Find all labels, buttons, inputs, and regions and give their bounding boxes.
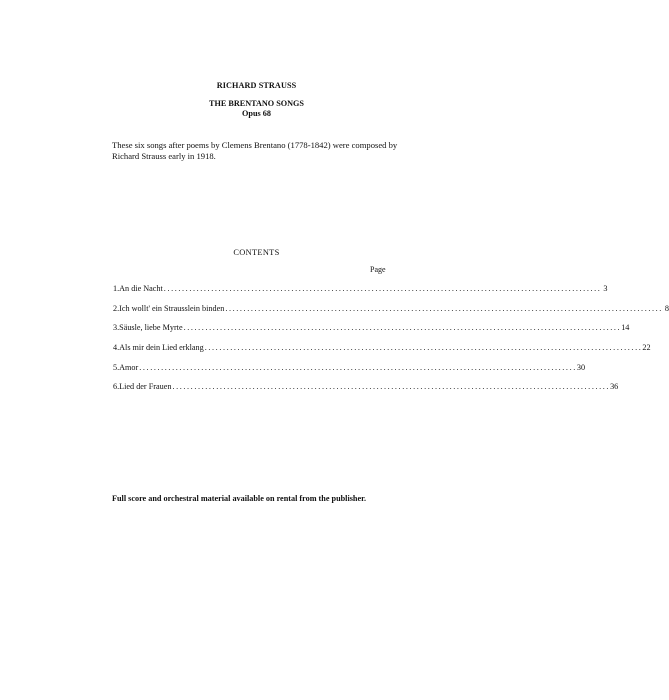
toc-entry-page: 22: [642, 343, 651, 353]
toc-entry: [113, 323, 630, 343]
intro-line: These six songs after poems by Clemens Brentano (1778-1842) were composed by: [112, 140, 398, 150]
toc-entry: [113, 343, 651, 363]
toc-entry-title: Amor: [119, 362, 139, 372]
toc-entry: [113, 284, 608, 304]
toc-entry-page: 36: [610, 382, 619, 392]
toc-entry-number: 5.: [113, 362, 120, 372]
toc-entry-title: Als mir dein Lied erklang: [119, 343, 204, 353]
contents-heading: CONTENTS: [233, 248, 280, 257]
toc-entry-number: 6.: [113, 382, 120, 392]
intro-paragraph: [112, 140, 412, 161]
toc-entry-page: 30: [576, 362, 586, 372]
composer-name: RICHARD STRAUSS: [216, 81, 297, 90]
toc-entry-number: 3.: [113, 323, 120, 333]
toc-dot-leader: ........................................................................................................................: [183, 323, 622, 333]
toc-entry: [113, 382, 619, 402]
toc-dot-leader: ........................................................................................................................: [204, 343, 643, 353]
toc-dot-leader: ........................................................................................................................: [225, 303, 663, 313]
table-of-contents: [113, 284, 669, 402]
toc-entry-page: 3: [603, 284, 608, 293]
toc-entry-number: 2.: [113, 303, 120, 313]
toc-entry-title: Säusle, liebe Myrte: [119, 323, 183, 333]
intro-line: Richard Strauss early in 1918.: [112, 150, 216, 161]
toc-dot-leader: ........................................................................................................................: [172, 382, 611, 392]
toc-entry-number: 4.: [113, 343, 120, 353]
toc-entry-title: Lied der Frauen: [119, 382, 172, 392]
toc-entry-page: 14: [621, 323, 630, 333]
page-column-heading: Page: [370, 265, 386, 274]
opus-number: Opus 68: [242, 109, 271, 118]
rental-note: Full score and orchestral material available on rental from the publisher.: [112, 494, 367, 503]
work-title: THE BRENTANO SONGS: [209, 99, 304, 108]
toc-entry: [113, 362, 586, 383]
toc-entry-title: An die Nacht: [119, 284, 163, 293]
toc-dot-leader: ........................................................................................................................: [139, 362, 577, 372]
toc-entry-page: 8: [664, 303, 669, 313]
toc-entry-title: Ich wollt' ein Strausslein binden: [119, 303, 225, 313]
toc-entry: [113, 303, 669, 324]
toc-dot-leader: ........................................................................................................................: [163, 284, 602, 293]
toc-entry-number: 1.: [113, 284, 120, 293]
